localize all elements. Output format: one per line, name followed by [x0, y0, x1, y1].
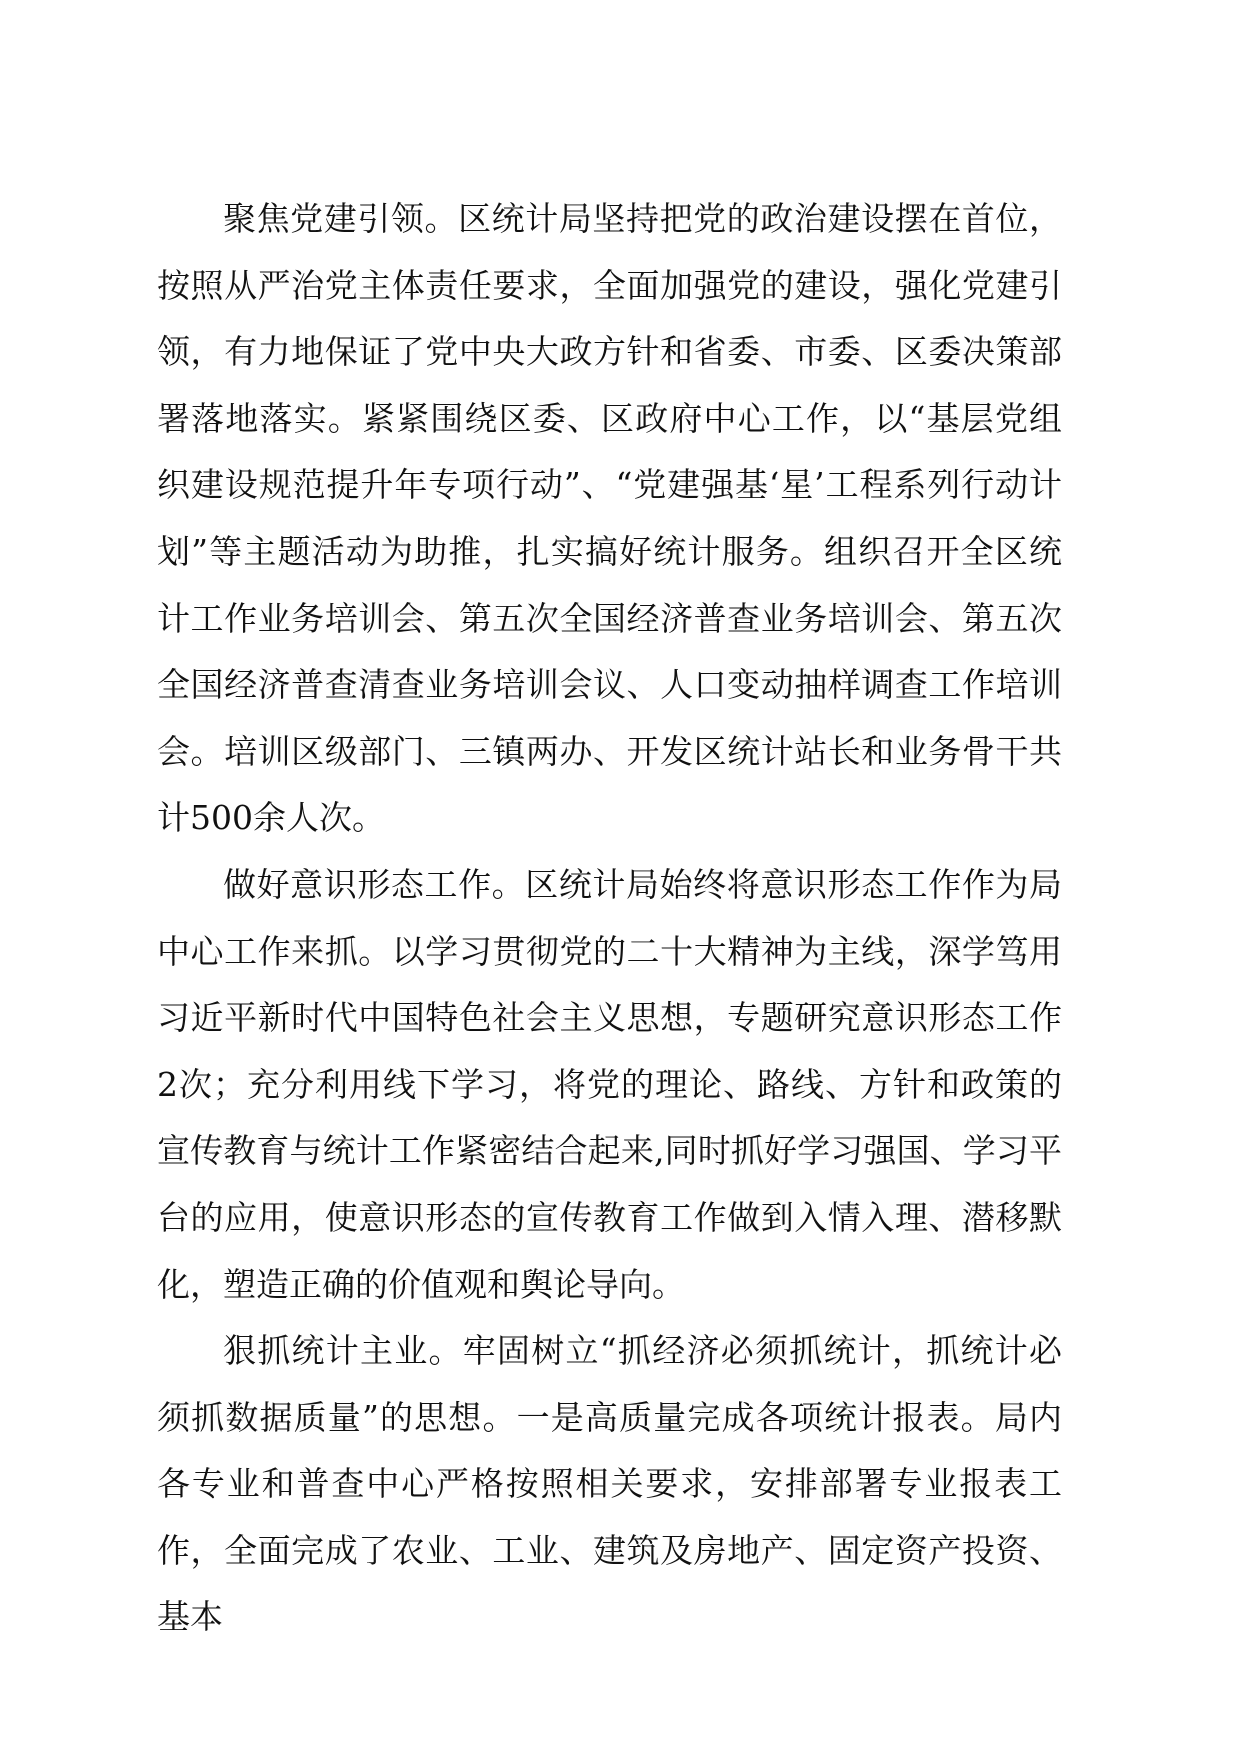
paragraph-ideology-work: 做好意识形态工作。区统计局始终将意识形态工作作为局中心工作来抓。以学习贯彻党的二十大精神为主线，深学笃用习近平新时代中国特色社会主义思想，专题研究意识形态工作2次；充分利用线下学习，将党的理论、路线、方针和政策的宣传教育与统计工作紧密结合起来,同时抓好学习强国、学习平台的应用，使意识形态的宣传教育工作做到入情入理、潜移默化，塑造正确的价值观和舆论导向。 [157, 864, 1062, 1304]
paragraph-statistics-work: 狠抓统计主业。牢固树立“抓经济必须抓统计，抓统计必须抓数据质量”的思想。一是高质量完成各项统计报表。局内各专业和普查中心严格按照相关要求，安排部署专业报表工作，全面完成了农业、工业、建筑及房地产、固定资产投资、基本 [157, 1331, 1062, 1637]
document-body [157, 186, 1062, 1651]
paragraph-party-building: 聚焦党建引领。区统计局坚持把党的政治建设摆在首位，按照从严治党主体责任要求，全面加强党的建设，强化党建引领，有力地保证了党中央大政方针和省委、市委、区委决策部署落地落实。紧紧围绕区委、区政府中心工作，以“基层党组织建设规范提升年专项行动”、“党建强基‘星’工程系列行动计划”等主题活动为助推，扎实搞好统计服务。组织召开全区统计工作业务培训会、第五次全国经济普查业务培训会、第五次全国经济普查清查业务培训会议、人口变动抽样调查工作培训会。培训区级部门、三镇两办、开发区统计站长和业务骨干共计500余人次。 [157, 199, 1062, 838]
